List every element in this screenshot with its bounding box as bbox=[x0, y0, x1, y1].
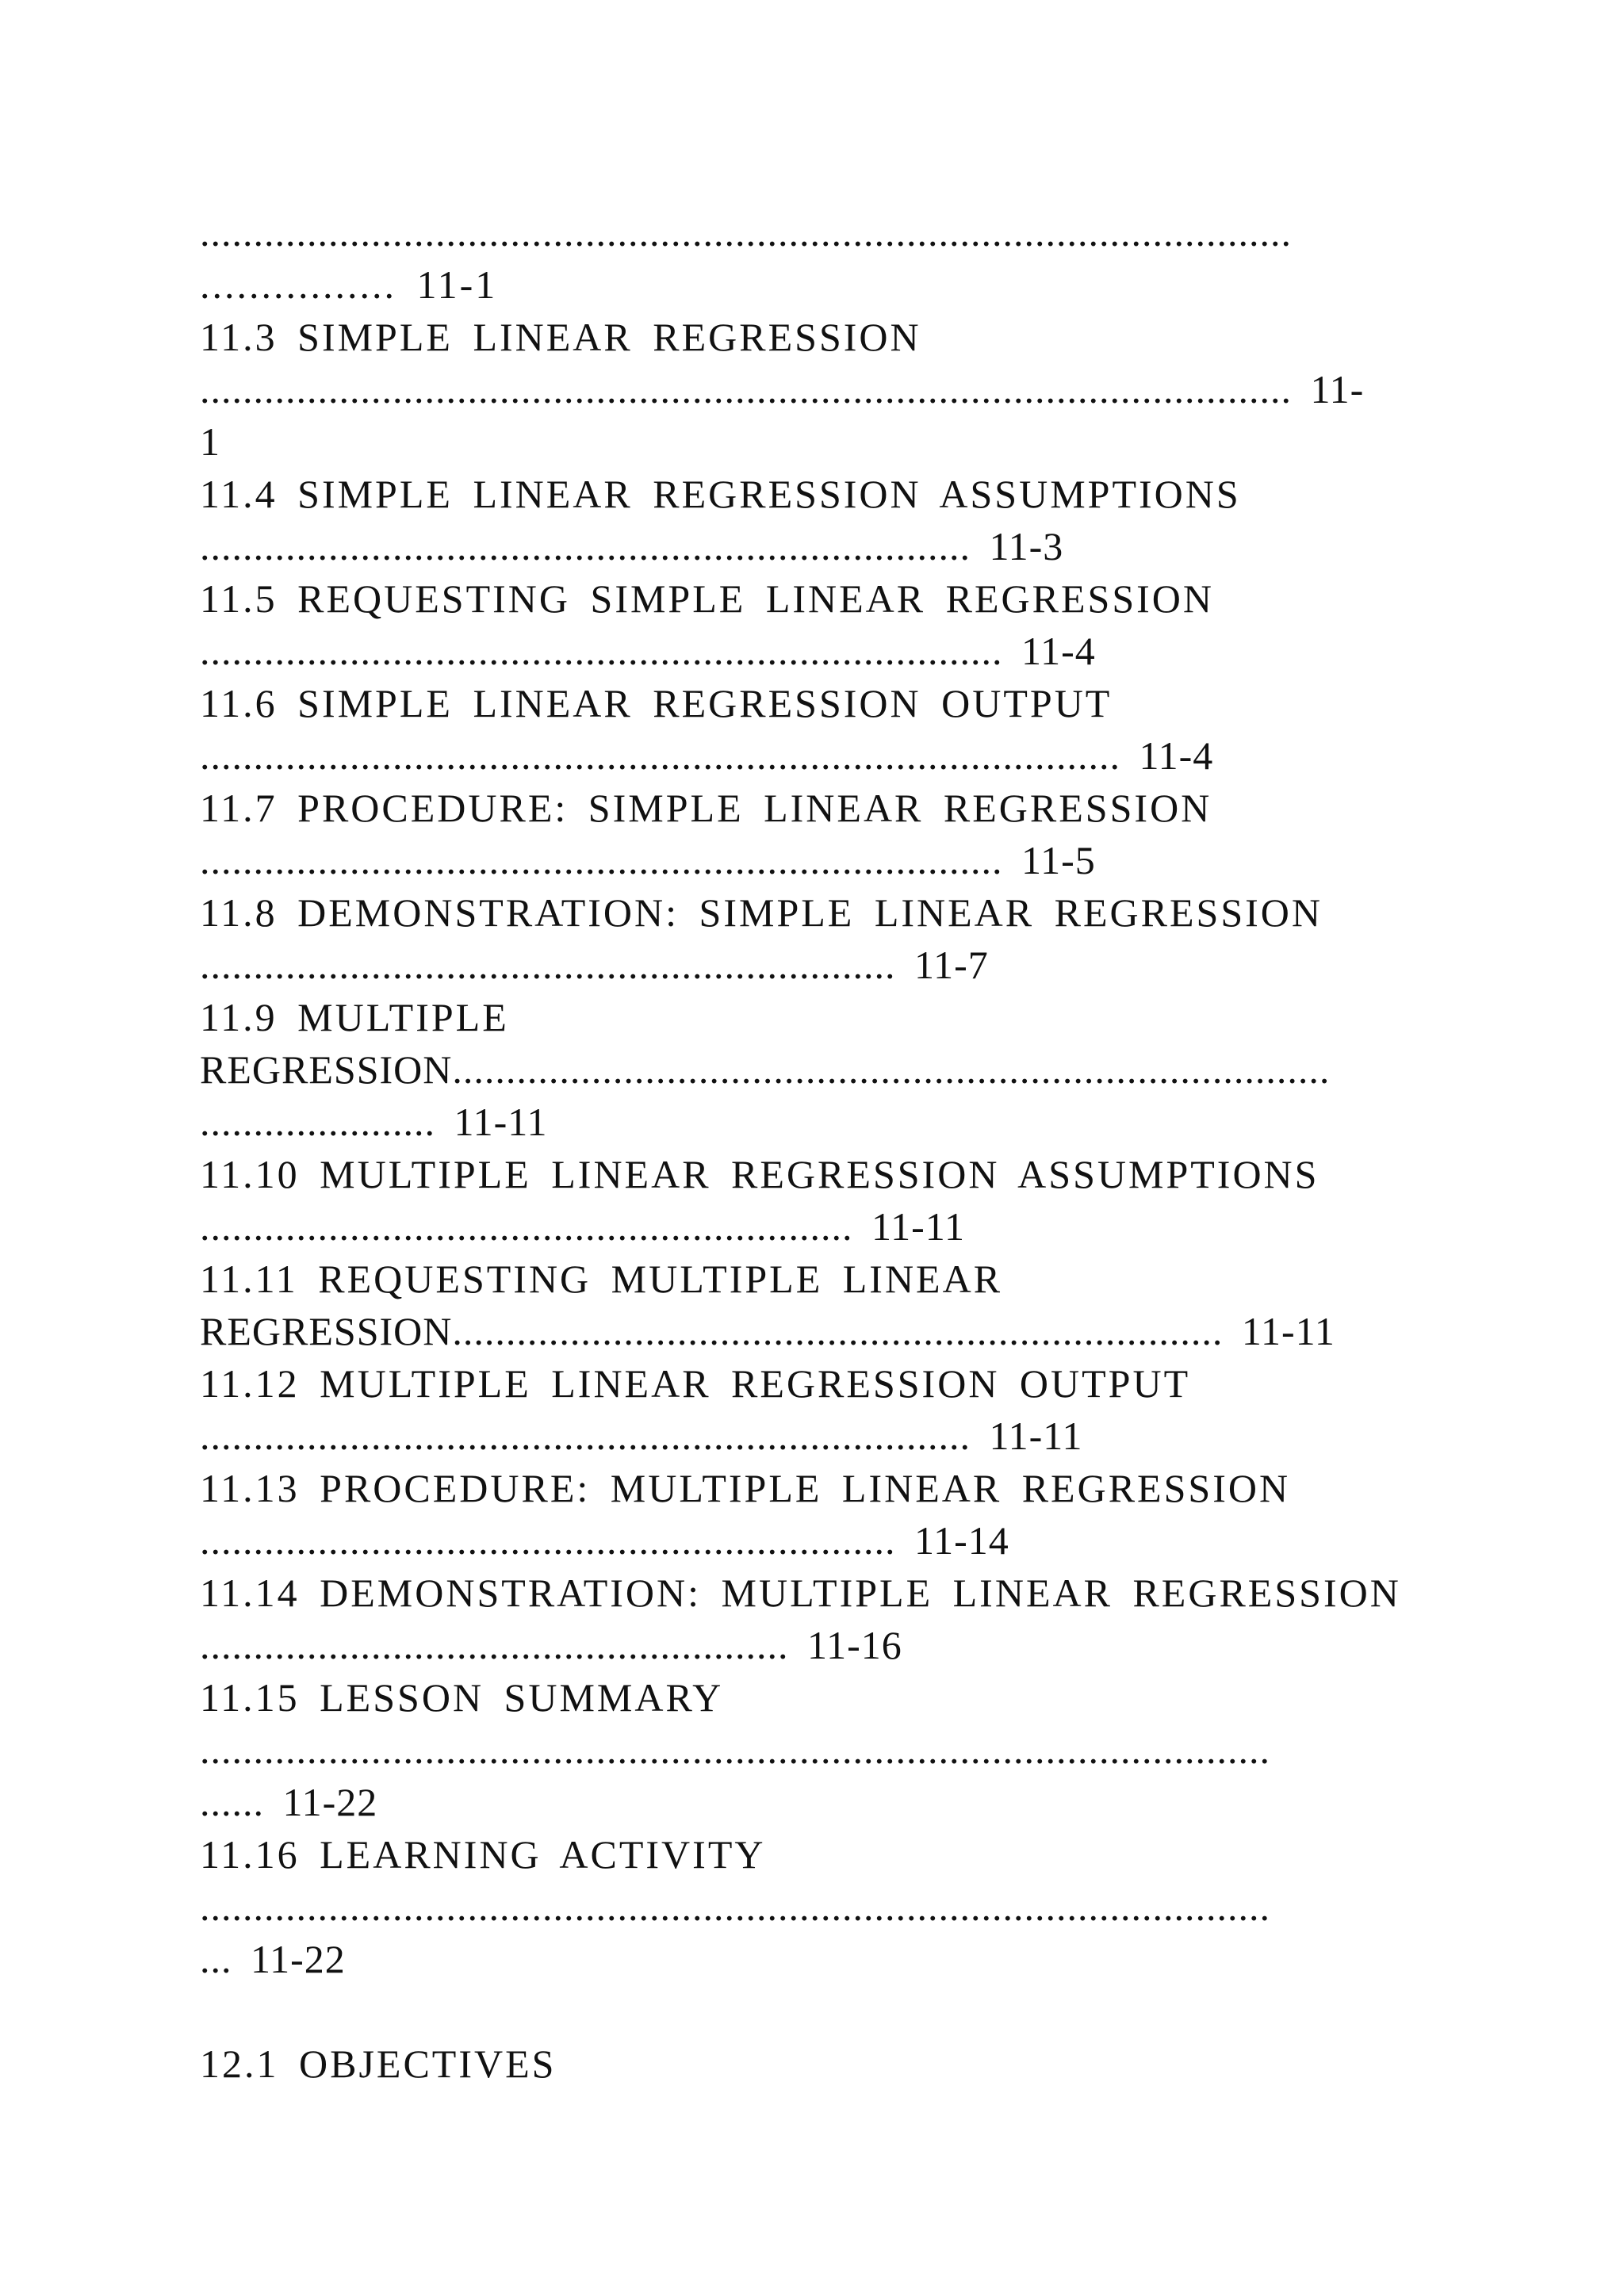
toc-leader-line: ................................................................. 11-7 bbox=[200, 943, 989, 987]
toc-leader-line: ...................................................................................................... bbox=[200, 210, 1292, 254]
toc-leader-line: ...................................................................................... 11-4 bbox=[200, 733, 1214, 778]
toc-leader-line: ....................................................... 11-16 bbox=[200, 1623, 902, 1667]
toc-leader-line: ...................................................................................................... 11- bbox=[200, 367, 1365, 411]
toc-leader-line: .................................................................................................... bbox=[200, 1885, 1270, 1929]
toc-leader-line: ........................................................................ 11-11 bbox=[200, 1414, 1083, 1458]
toc-leader-line: ... 11-22 bbox=[200, 1937, 346, 1981]
toc-entry-11-11: 11.11 REQUESTING MULTIPLE LINEAR bbox=[200, 1257, 1003, 1301]
toc-entry-11-9-cont: REGRESSION.................................................................................. bbox=[200, 1047, 1331, 1092]
toc-entry-11-7: 11.7 PROCEDURE: SIMPLE LINEAR REGRESSION bbox=[200, 786, 1212, 830]
toc-leader-line: ...... 11-22 bbox=[200, 1780, 378, 1824]
toc-leader-line: ............................................................. 11-11 bbox=[200, 1204, 965, 1249]
toc-leader-line: ........................................................................ 11-3 bbox=[200, 524, 1064, 568]
toc-leader-line: ...................... 11-11 bbox=[200, 1100, 548, 1144]
toc-page bbox=[200, 206, 1437, 2090]
toc-leader-line: ........................................................................... 11-5 bbox=[200, 838, 1096, 882]
toc-entry-11-5: 11.5 REQUESTING SIMPLE LINEAR REGRESSION bbox=[200, 576, 1214, 621]
toc-leader-line: ................................................................. 11-14 bbox=[200, 1518, 1009, 1563]
toc-page-ref: ................ 11-1 bbox=[200, 262, 498, 307]
toc-entry-11-10: 11.10 MULTIPLE LINEAR REGRESSION ASSUMPTIONS bbox=[200, 1152, 1320, 1196]
toc-entry-11-4: 11.4 SIMPLE LINEAR REGRESSION ASSUMPTIONS bbox=[200, 472, 1241, 516]
toc-page-ref: 1 bbox=[200, 419, 222, 464]
toc-entry-11-14: 11.14 DEMONSTRATION: MULTIPLE LINEAR REGRESSION bbox=[200, 1571, 1401, 1615]
toc-entry-11-15: 11.15 LESSON SUMMARY bbox=[200, 1675, 724, 1720]
toc-leader-line: .................................................................................................... bbox=[200, 1728, 1270, 1772]
toc-entry-11-11-cont: REGRESSION........................................................................ 11-11 bbox=[200, 1309, 1335, 1353]
toc-entry-11-6: 11.6 SIMPLE LINEAR REGRESSION OUTPUT bbox=[200, 681, 1113, 725]
toc-entry-11-16: 11.16 LEARNING ACTIVITY bbox=[200, 1832, 766, 1877]
toc-entry-11-9: 11.9 MULTIPLE bbox=[200, 995, 509, 1039]
toc-entry-11-8: 11.8 DEMONSTRATION: SIMPLE LINEAR REGRESSION bbox=[200, 890, 1323, 935]
toc-entry-11-12: 11.12 MULTIPLE LINEAR REGRESSION OUTPUT bbox=[200, 1361, 1191, 1406]
section-heading-12-1: 12.1 OBJECTIVES bbox=[200, 2042, 557, 2086]
toc-entry-11-13: 11.13 PROCEDURE: MULTIPLE LINEAR REGRESSION bbox=[200, 1466, 1291, 1510]
section-spacer bbox=[200, 1985, 1437, 2038]
toc-entry-11-3: 11.3 SIMPLE LINEAR REGRESSION bbox=[200, 315, 921, 359]
toc-leader-line: ........................................................................... 11-4 bbox=[200, 629, 1096, 673]
